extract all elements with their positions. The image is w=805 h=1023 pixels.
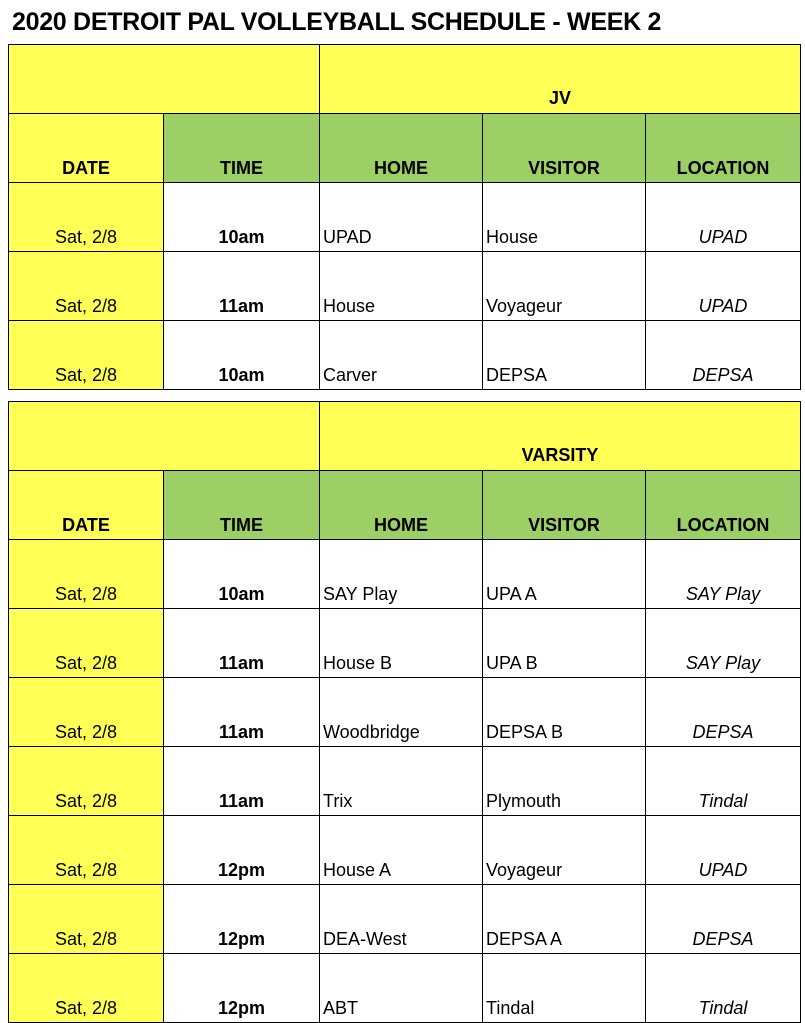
visitor-cell: Voyageur [483,252,646,321]
date-cell: Sat, 2/8 [9,609,164,678]
table-row [9,954,801,1023]
date-cell: Sat, 2/8 [9,954,164,1023]
date-cell: Sat, 2/8 [9,747,164,816]
visitor-cell: House [483,183,646,252]
header-time: TIME [164,471,320,540]
time-cell: 12pm [164,954,320,1023]
header-visitor: VISITOR [483,114,646,183]
location-cell: DEPSA [646,885,801,954]
time-cell: 10am [164,321,320,390]
division-label: JV [320,45,801,114]
visitor-cell: Tindal [483,954,646,1023]
table-row [9,609,801,678]
table-row [9,885,801,954]
header-location: LOCATION [646,471,801,540]
time-cell: 10am [164,540,320,609]
division-label: VARSITY [320,402,801,471]
location-cell: UPAD [646,816,801,885]
visitor-cell: UPA B [483,609,646,678]
location-cell: DEPSA [646,678,801,747]
home-cell: House A [320,816,483,885]
visitor-cell: Plymouth [483,747,646,816]
home-cell: DEA-West [320,885,483,954]
table-row [9,747,801,816]
visitor-cell: Voyageur [483,816,646,885]
table-row [9,540,801,609]
header-time: TIME [164,114,320,183]
table-row [9,252,801,321]
date-cell: Sat, 2/8 [9,816,164,885]
table-row [9,321,801,390]
header-home: HOME [320,471,483,540]
home-cell: ABT [320,954,483,1023]
time-cell: 11am [164,747,320,816]
location-cell: Tindal [646,954,801,1023]
visitor-cell: UPA A [483,540,646,609]
page-title: 2020 DETROIT PAL VOLLEYBALL SCHEDULE - WEEK 2 [12,8,662,36]
header-row [9,471,801,540]
time-cell: 11am [164,252,320,321]
home-cell: Trix [320,747,483,816]
visitor-cell: DEPSA [483,321,646,390]
location-cell: UPAD [646,252,801,321]
division-row [9,45,801,114]
home-cell: House B [320,609,483,678]
header-visitor: VISITOR [483,471,646,540]
date-cell: Sat, 2/8 [9,678,164,747]
visitor-cell: DEPSA B [483,678,646,747]
time-cell: 11am [164,609,320,678]
varsity-schedule-table [8,401,801,1023]
division-row [9,402,801,471]
header-home: HOME [320,114,483,183]
table-row [9,678,801,747]
location-cell: DEPSA [646,321,801,390]
header-date: DATE [9,114,164,183]
home-cell: Carver [320,321,483,390]
time-cell: 10am [164,183,320,252]
division-spacer-cell [9,402,320,471]
location-cell: SAY Play [646,540,801,609]
division-spacer-cell [9,45,320,114]
date-cell: Sat, 2/8 [9,885,164,954]
location-cell: Tindal [646,747,801,816]
date-cell: Sat, 2/8 [9,540,164,609]
header-date: DATE [9,471,164,540]
home-cell: House [320,252,483,321]
date-cell: Sat, 2/8 [9,321,164,390]
home-cell: Woodbridge [320,678,483,747]
header-location: LOCATION [646,114,801,183]
header-row [9,114,801,183]
date-cell: Sat, 2/8 [9,252,164,321]
visitor-cell: DEPSA A [483,885,646,954]
home-cell: UPAD [320,183,483,252]
jv-schedule-table [8,44,801,390]
table-row [9,816,801,885]
time-cell: 11am [164,678,320,747]
table-row [9,183,801,252]
location-cell: SAY Play [646,609,801,678]
location-cell: UPAD [646,183,801,252]
time-cell: 12pm [164,885,320,954]
time-cell: 12pm [164,816,320,885]
date-cell: Sat, 2/8 [9,183,164,252]
home-cell: SAY Play [320,540,483,609]
